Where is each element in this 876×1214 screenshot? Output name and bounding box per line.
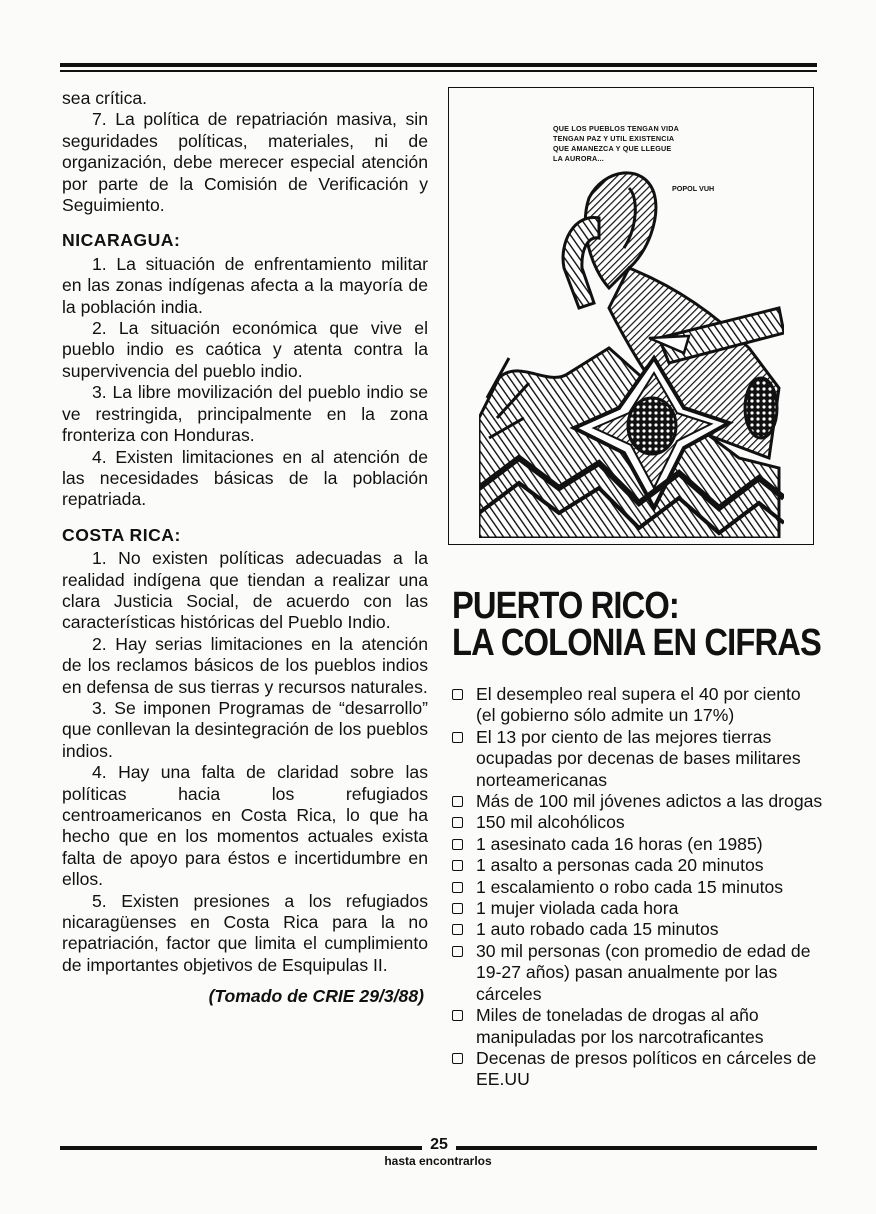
list-item <box>452 684 824 727</box>
top-rule-thin <box>60 70 817 72</box>
list-item <box>452 1005 824 1048</box>
nicaragua-item: 2. La situación económica que vive el pueblo indio es caótica y atenta contra la supervivencia del pueblo indio. <box>62 318 428 381</box>
illustration-box <box>448 87 814 545</box>
list-item-text: 1 auto robado cada 15 minutos <box>476 919 719 940</box>
list-item-text: El desempleo real supera el 40 por ciento (el gobierno sólo admite un 17%) <box>476 684 801 726</box>
checkbox-bullet-icon <box>452 903 463 914</box>
nicaragua-item: 3. La libre movilización del pueblo indio se ve restringida, principalmente en la zona fronteriza con Honduras. <box>62 382 428 446</box>
checkbox-bullet-icon <box>452 882 463 893</box>
nicaragua-heading: NICARAGUA: <box>62 230 181 251</box>
quote-line: LA AURORA... <box>553 154 604 163</box>
list-item <box>452 919 824 940</box>
checkbox-bullet-icon <box>452 1053 463 1064</box>
left-column <box>62 88 428 1008</box>
list-item <box>452 1048 824 1091</box>
top-rule <box>60 63 817 67</box>
costa-rica-item: 1. No existen políticas adecuadas a la realidad indígena que tiendan a realizar una clara Justicia Social, de acuerdo con las características históricas del Pueblo Indio. <box>62 548 428 633</box>
indigenous-figure-artwork <box>479 158 784 538</box>
list-item <box>452 834 824 855</box>
list-item-text: 1 mujer violada cada hora <box>476 898 679 919</box>
checkbox-bullet-icon <box>452 860 463 871</box>
costa-rica-item: 5. Existen presiones a los refugiados nicaragüenses en Costa Rica para la no repatriación, factor que limita el cumplimiento de importantes objetivos de Esquipulas II. <box>62 890 428 975</box>
headline-line-2: LA COLONIA EN CIFRAS <box>452 622 821 664</box>
quote-line: QUE AMANEZCA Y QUE LLEGUE <box>553 144 672 153</box>
quote-source: POPOL VUH <box>672 184 715 193</box>
article-headline <box>452 585 821 664</box>
list-item <box>452 727 824 791</box>
checkbox-bullet-icon <box>452 817 463 828</box>
list-item-text: 1 escalamiento o robo cada 15 minutos <box>476 876 784 897</box>
quote-line: QUE LOS PUEBLOS TENGAN VIDA <box>553 124 680 133</box>
list-item-text: 30 mil personas (con promedio de edad de 19-27 años) pasan anualmente por las cárceles <box>476 940 811 1004</box>
list-item-text: 1 asalto a personas cada 20 minutos <box>476 855 764 876</box>
list-item <box>452 898 824 919</box>
headline-line-1: PUERTO RICO: <box>452 585 679 627</box>
quote-line: TENGAN PAZ Y UTIL EXISTENCIA <box>553 134 675 143</box>
checkbox-bullet-icon <box>452 839 463 850</box>
checkbox-bullet-icon <box>452 946 463 957</box>
list-item <box>452 877 824 898</box>
costa-rica-item: 3. Se imponen Programas de “desarrollo” que conllevan la desintegración de los pueblos indios. <box>62 697 428 761</box>
list-item <box>452 941 824 1005</box>
list-item-text: Decenas de presos políticos en cárceles de EE.UU <box>476 1047 817 1090</box>
checkbox-bullet-icon <box>452 732 463 743</box>
list-item-text: Más de 100 mil jóvenes adictos a las drogas <box>476 791 823 812</box>
publication-name-text: hasta encontrarlos <box>384 1154 492 1168</box>
costa-rica-item: 4. Hay una falta de claridad sobre las políticas hacia los refugiados centroamericanos en Costa Rica, lo que ha hecho que en los momentos actuales exista falta de apoyo para éstos e incertidumbre en ellos. <box>62 762 428 890</box>
continued-text: sea crítica. <box>62 88 148 108</box>
costa-rica-item: 2. Hay serias limitaciones en la atención de los reclamos básicos de los pueblos indios en defensa de sus tierras y recursos naturales. <box>62 633 428 697</box>
list-item <box>452 791 824 812</box>
footer-rule-right <box>456 1146 817 1150</box>
nicaragua-item: 1. La situación de enfrentamiento militar en las zonas indígenas afecta a la mayoría de la población india. <box>62 253 428 317</box>
nicaragua-item: 4. Existen limitaciones en al atención de las necesidades básicas de la población repatriada. <box>62 446 428 510</box>
list-item <box>452 812 824 833</box>
list-item <box>452 855 824 876</box>
checkbox-bullet-icon <box>452 689 463 700</box>
list-item-text: El 13 por ciento de las mejores tierras ocupadas por decenas de bases militares norteamericanas <box>476 726 801 790</box>
source-citation: (Tomado de CRIE 29/3/88) <box>208 986 424 1007</box>
checkbox-bullet-icon <box>452 1010 463 1021</box>
publication-name <box>0 1154 876 1168</box>
page-number: 25 <box>430 1136 448 1153</box>
costa-rica-heading: COSTA RICA: <box>62 524 181 545</box>
checkbox-bullet-icon <box>452 796 463 807</box>
checkbox-bullet-icon <box>452 924 463 935</box>
item-7: 7. La política de repatriación masiva, sin seguridades políticas, materiales, ni de organización, debe merecer especial atención por parte de la Comisión de Verificación y Seguimiento. <box>62 109 428 216</box>
list-item-text: Miles de toneladas de drogas al año manipuladas por los narcotraficantes <box>476 1005 764 1047</box>
footer-rule-left <box>60 1146 422 1150</box>
list-item-text: 1 asesinato cada 16 horas (en 1985) <box>476 833 763 854</box>
figures-list <box>452 684 824 1091</box>
list-item-text: 150 mil alcohólicos <box>476 812 625 833</box>
